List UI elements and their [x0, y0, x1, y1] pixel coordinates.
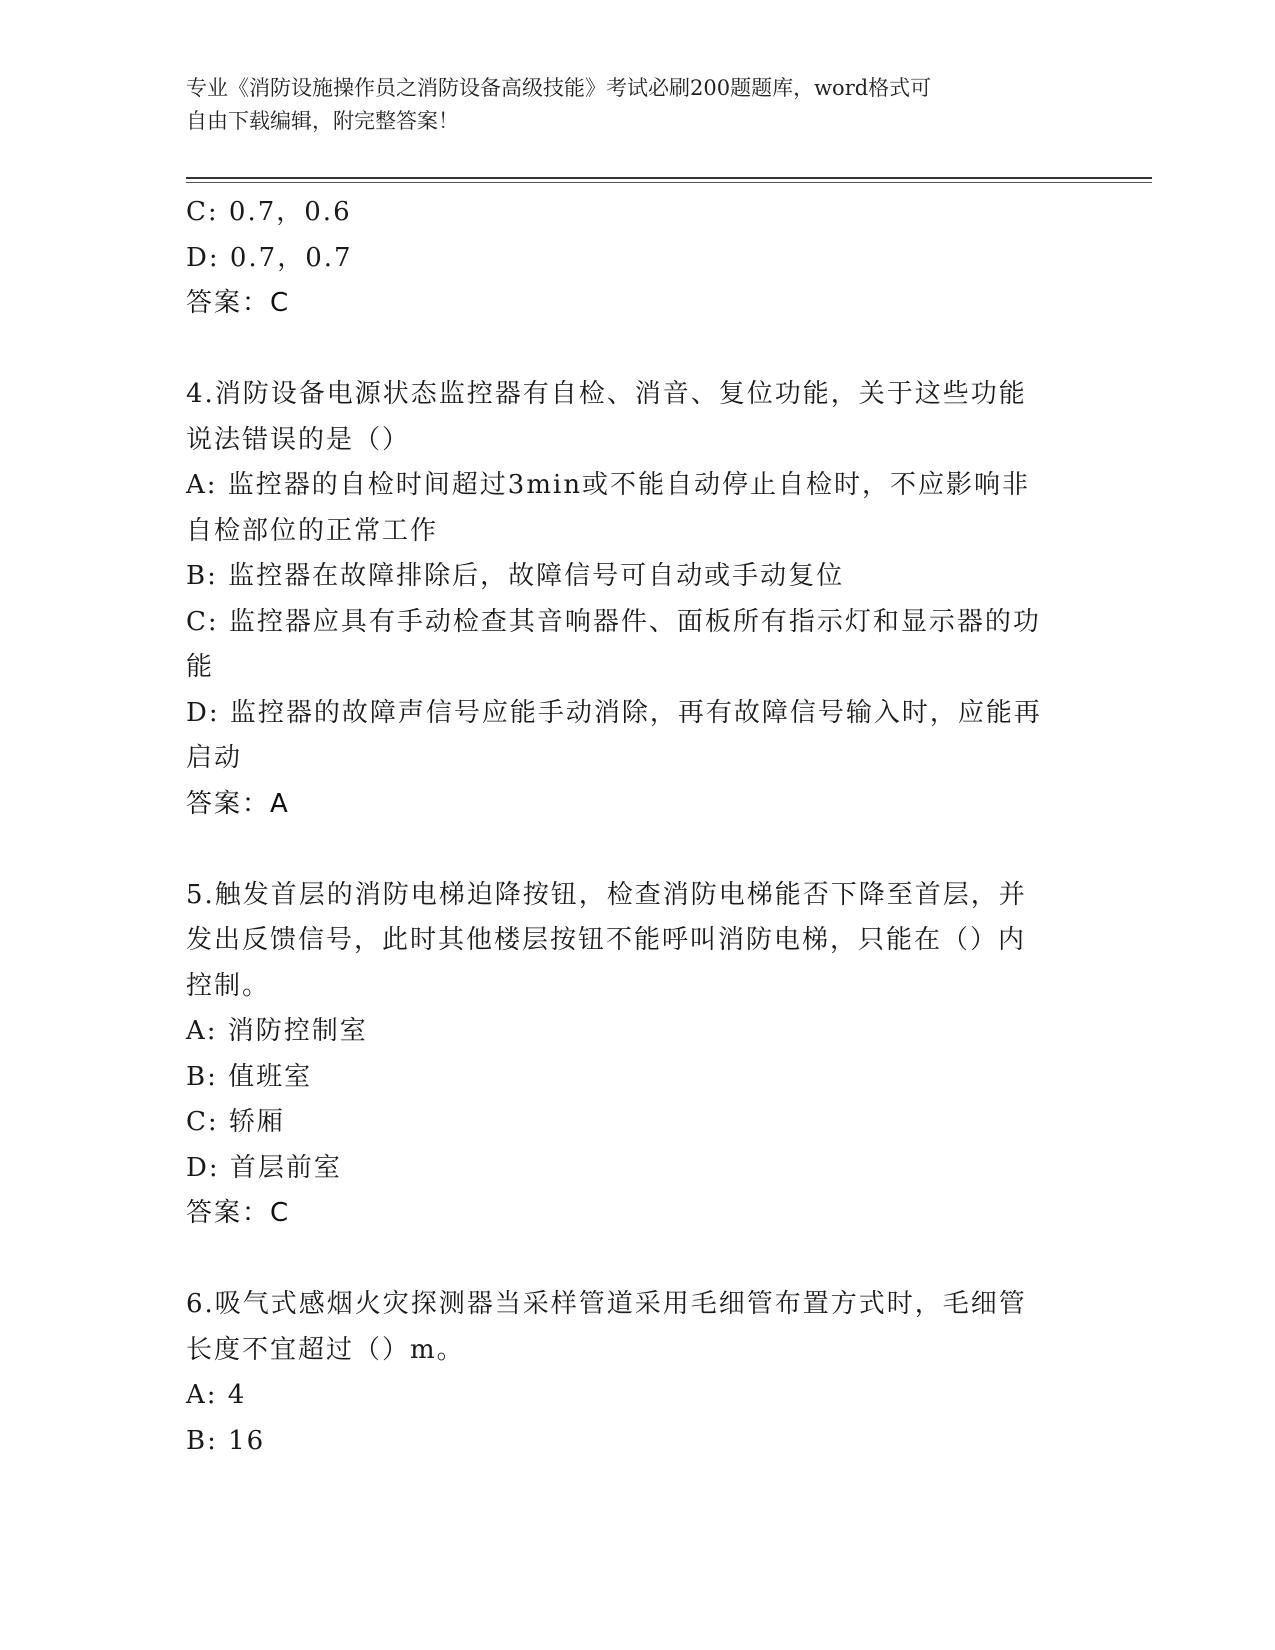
question-stem: 发出反馈信号，此时其他楼层按钮不能呼叫消防电梯，只能在（）内 — [186, 925, 1027, 955]
document-body — [186, 190, 1086, 1464]
option-d: D: 首层前室 — [186, 1152, 342, 1183]
question-3-continued — [186, 190, 1086, 327]
question-stem: 4.消防设备电源状态监控器有自检、消音、复位功能，关于这些功能 — [186, 379, 1027, 409]
answer: 答案：C — [186, 288, 291, 318]
spacer — [186, 327, 1086, 373]
question-6 — [186, 1282, 1086, 1464]
option-a: 自检部位的正常工作 — [186, 515, 439, 546]
option-d: 启动 — [186, 743, 243, 773]
question-stem: 控制。 — [186, 970, 271, 1001]
option-b: B: 监控器在故障排除后，故障信号可自动或手动复位 — [186, 561, 845, 591]
question-5 — [186, 873, 1086, 1237]
question-stem: 5.触发首层的消防电梯迫降按钮，检查消防电梯能否下降至首层，并 — [186, 879, 1027, 910]
option-a: A: 消防控制室 — [186, 1016, 368, 1046]
option-c: C: 轿厢 — [186, 1107, 285, 1137]
option-c: 能 — [186, 652, 215, 682]
option-b: B: 16 — [186, 1425, 266, 1456]
question-stem: 6.吸气式感烟火灾探测器当采样管道采用毛细管布置方式时，毛细管 — [186, 1289, 1027, 1319]
option-c: C: 监控器应具有手动检查其音响器件、面板所有指示灯和显示器的功 — [186, 606, 1041, 637]
header-divider-thin — [186, 182, 1152, 183]
option-d: D: 0.7，0.7 — [186, 242, 353, 273]
spacer — [186, 1237, 1086, 1283]
option-c: C: 0.7，0.6 — [186, 197, 352, 227]
header-title-line-1: 专业《消防设施操作员之消防设备高级技能》考试必刷200题题库，word格式可 — [186, 76, 932, 100]
option-a: A: 监控器的自检时间超过3min或不能自动停止自检时，不应影响非 — [186, 470, 1031, 500]
answer: 答案：A — [186, 788, 290, 819]
header-divider-thick — [186, 177, 1152, 179]
option-a: A: 4 — [186, 1380, 247, 1410]
question-stem: 长度不宜超过（）m。 — [186, 1334, 465, 1365]
answer: 答案：C — [186, 1198, 291, 1228]
spacer — [186, 827, 1086, 873]
option-b: B: 值班室 — [186, 1061, 313, 1092]
question-stem: 说法错误的是（） — [186, 424, 411, 455]
page-header — [186, 72, 1076, 138]
header-title-line-2: 自由下载编辑，附完整答案！ — [186, 109, 459, 133]
option-d: D: 监控器的故障声信号应能手动消除，再有故障信号输入时，应能再 — [186, 697, 1042, 728]
question-4 — [186, 372, 1086, 827]
